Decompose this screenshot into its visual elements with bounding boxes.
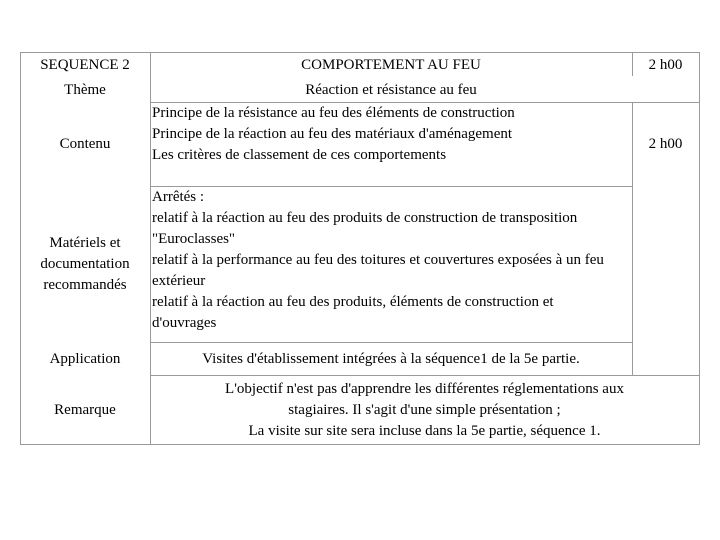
application-text: Visites d'établissement intégrées à la séquence1 de la 5e partie. (202, 350, 580, 367)
sequence-title: COMPORTEMENT AU FEU (301, 56, 481, 73)
materiels-label-line: documentation (40, 256, 130, 272)
materiels-line: relatif à la réaction au feu des produits, éléments de construction et (152, 294, 554, 310)
materiels-text (152, 187, 698, 342)
contenu-line: Les critères de classement de ces comportements (152, 147, 447, 163)
sequence-duration: 2 h00 (648, 56, 683, 73)
table-border-top (20, 52, 700, 53)
table-border-bottom (20, 444, 700, 445)
materiels-label-line: Matériels et (49, 235, 121, 251)
remarque-line: L'objectif n'est pas d'apprendre les différentes réglementations aux (225, 380, 624, 397)
materiels-line: extérieur (152, 273, 206, 289)
sequence-label: SEQUENCE 2 (40, 56, 130, 73)
contenu-text (152, 103, 630, 186)
materiels-label (20, 187, 150, 342)
contenu-line: Principe de la réaction au feu des matériaux d'aménagement (152, 126, 513, 142)
materiels-line: Arrêtés : (152, 189, 205, 205)
remarque-text (150, 376, 699, 444)
theme-label: Thème (64, 81, 106, 98)
materiels-line: relatif à la réaction au feu des produits de construction de transposition (152, 210, 578, 226)
materiels-label-line: recommandés (43, 277, 127, 293)
contenu-line: Principe de la résistance au feu des éléments de construction (152, 105, 515, 121)
contenu-duration: 2 h00 (648, 136, 683, 152)
materiels-line: "Euroclasses" (152, 231, 236, 247)
remarque-label: Remarque (54, 401, 116, 418)
application-label: Application (49, 350, 121, 367)
table-border-right (699, 52, 700, 444)
materiels-line: relatif à la performance au feu des toitures et couvertures exposées à un feu (152, 252, 604, 268)
materiels-line: d'ouvrages (152, 315, 217, 331)
remarque-line: stagiaires. Il s'agit d'une simple présentation ; (288, 401, 561, 418)
theme-value: Réaction et résistance au feu (305, 81, 477, 98)
remarque-line: La visite sur site sera incluse dans la 5e partie, séquence 1. (248, 422, 601, 439)
contenu-label: Contenu (59, 136, 111, 152)
